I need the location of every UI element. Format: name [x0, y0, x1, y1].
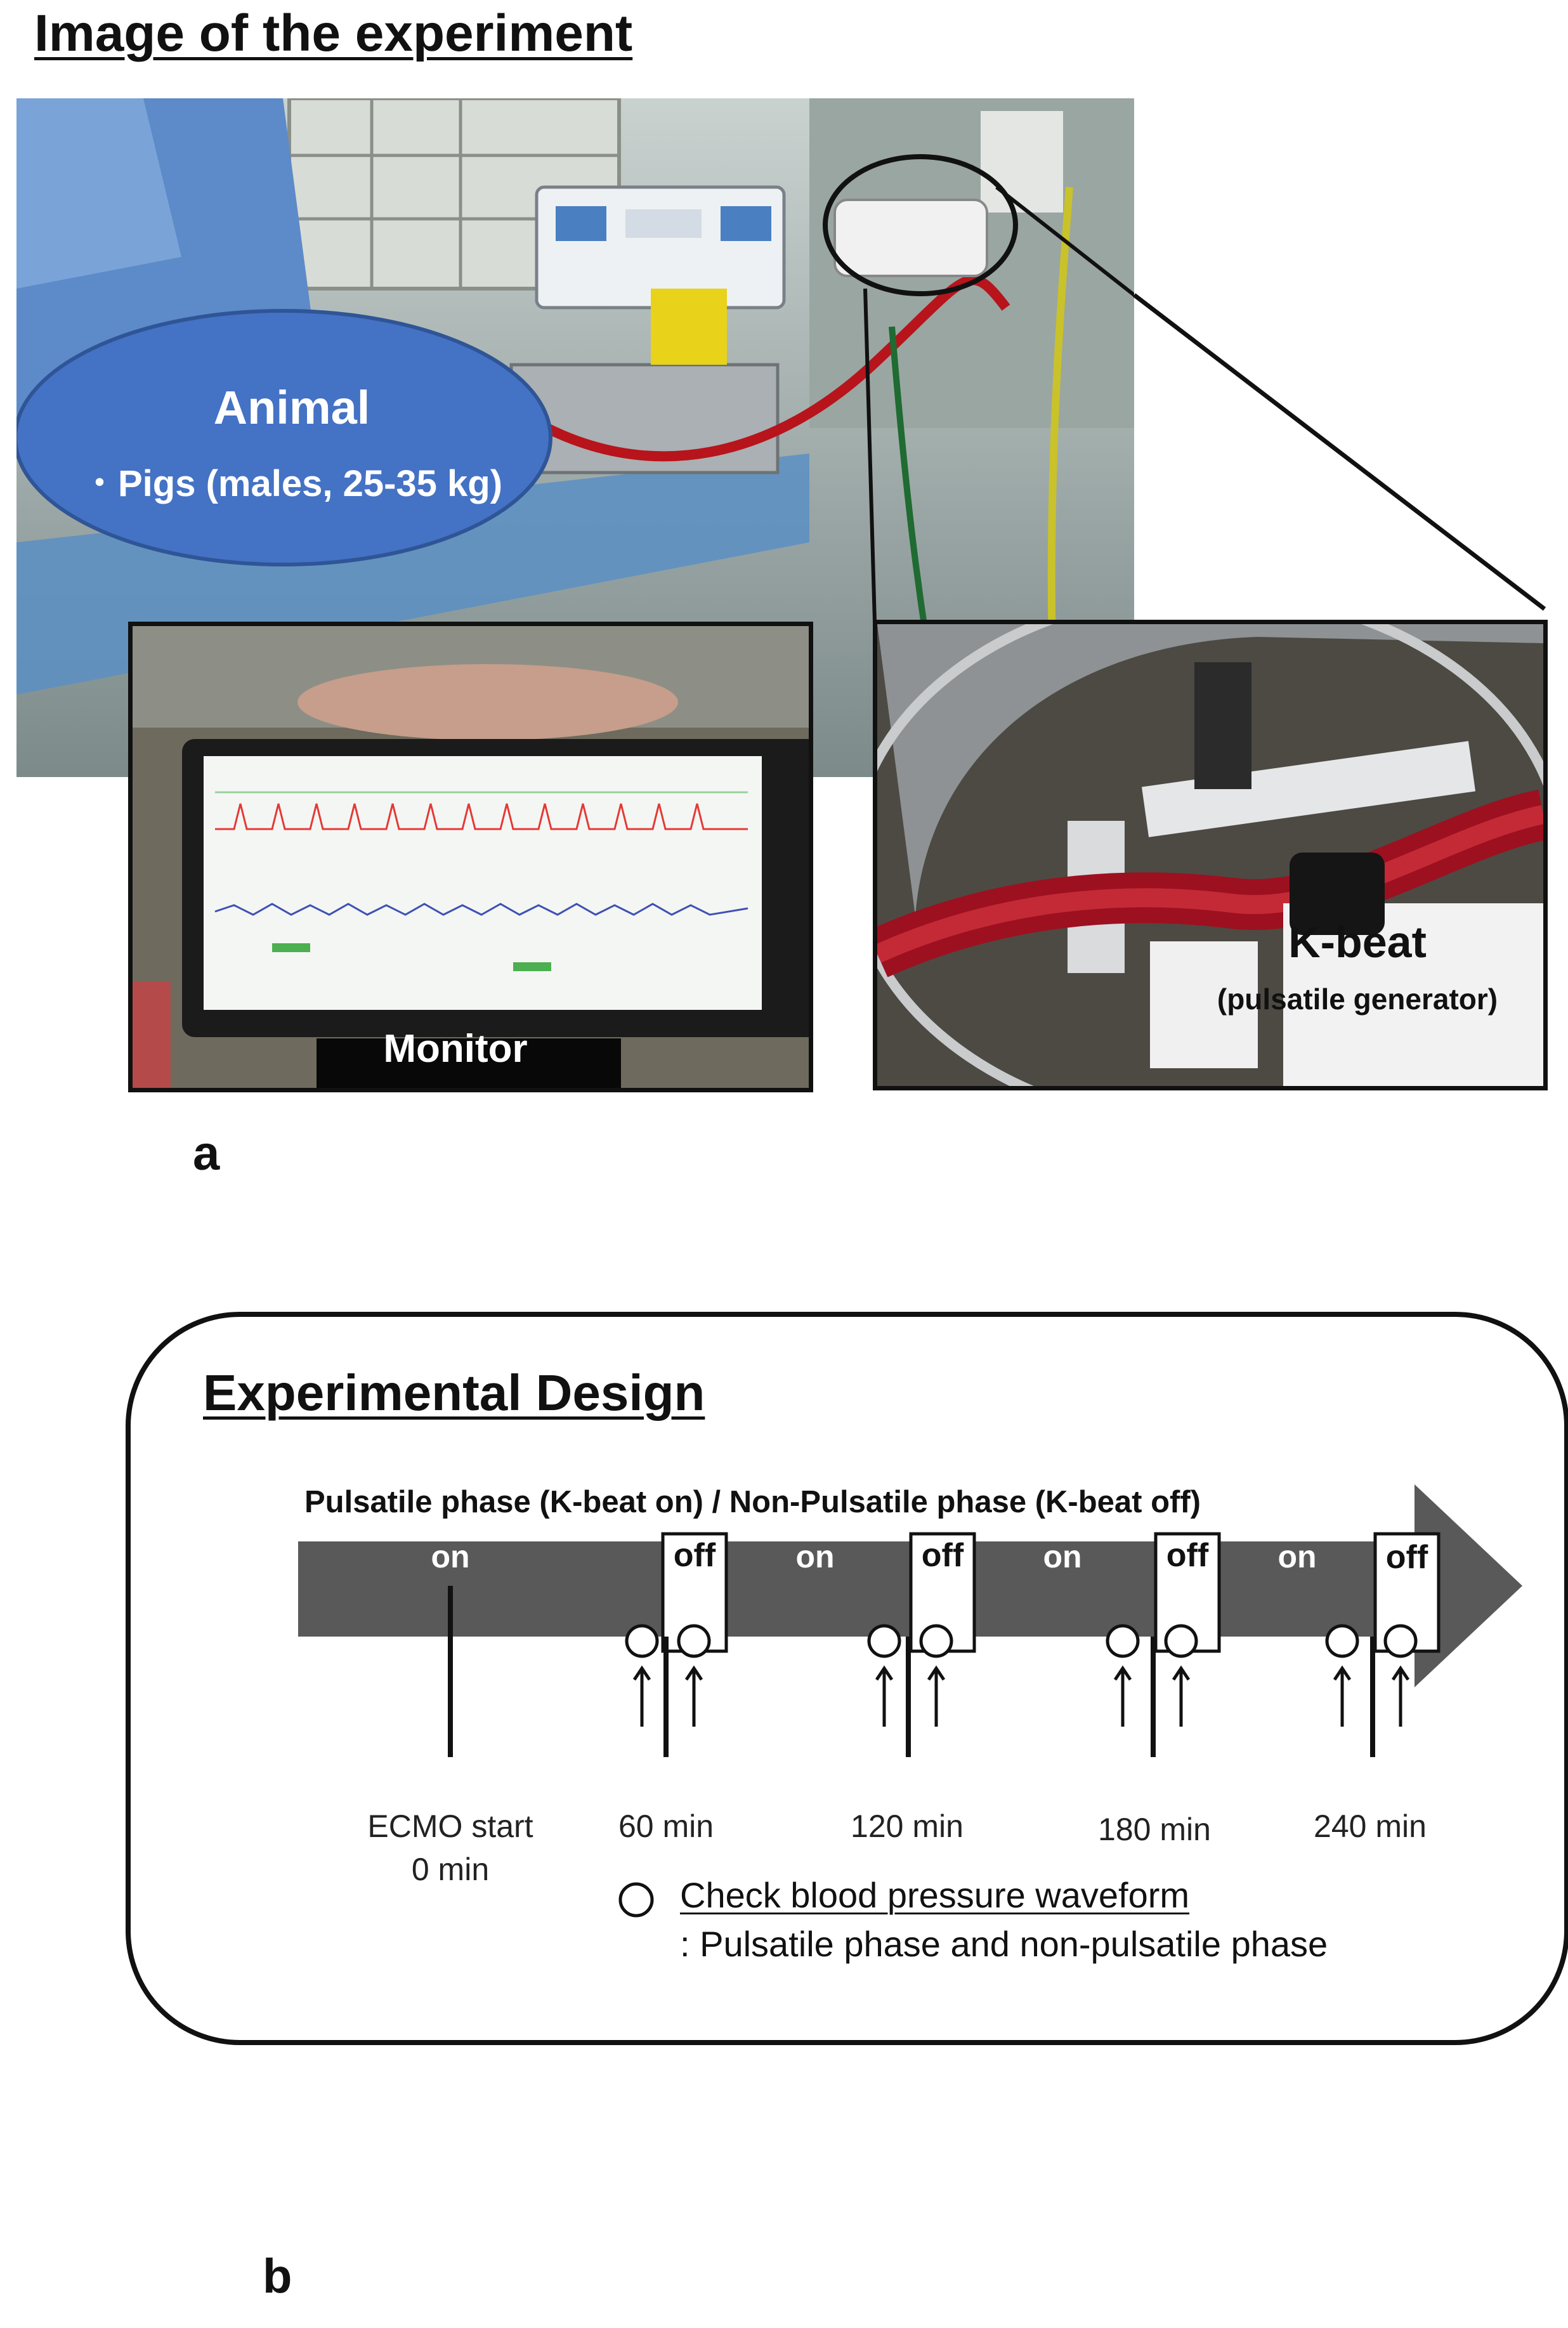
- zoom-line: [990, 190, 1560, 634]
- panel-a-title: Image of the experiment: [34, 4, 633, 62]
- timepoint-label-0-line2: 0 min: [411, 1852, 490, 1887]
- design-title: Experimental Design: [203, 1364, 705, 1421]
- phase-label-on: on: [431, 1539, 470, 1574]
- phase-label-off: off: [1385, 1539, 1428, 1576]
- animal-detail: ・Pigs (males, 25-35 kg): [81, 463, 503, 504]
- monitor-label: Monitor: [383, 1027, 528, 1071]
- kbeat-photo: [877, 624, 1543, 1086]
- kbeat-detail: (pulsatile generator): [1217, 983, 1498, 1016]
- phase-label-on: on: [1277, 1539, 1317, 1574]
- timepoint-label-180: 180 min: [1098, 1812, 1211, 1847]
- monitor-photo: [133, 626, 809, 1088]
- kbeat-label: K-beat: [1288, 917, 1427, 967]
- phase-label-on: on: [795, 1539, 835, 1574]
- panel-letter-a: a: [193, 1127, 220, 1180]
- phase-label-off: off: [673, 1537, 716, 1574]
- animal-label: Animal: [213, 381, 370, 434]
- check-circle-icon: [614, 1878, 658, 1922]
- phase-label-on: on: [1043, 1539, 1082, 1574]
- timepoint-label-240: 240 min: [1314, 1808, 1427, 1844]
- phase-label-off: off: [921, 1537, 964, 1574]
- arrow-header: Pulsatile phase (K-beat on) / Non-Pulsatile phase (K-beat off): [304, 1485, 1201, 1519]
- monitor-inset: [128, 622, 813, 1092]
- phase-label-off: off: [1166, 1537, 1209, 1574]
- timepoint-label-120: 120 min: [851, 1808, 964, 1844]
- legend-title: Check blood pressure waveform: [680, 1875, 1190, 1915]
- panel-letter-b: b: [263, 2249, 292, 2303]
- timepoint-label-0-line1: ECMO start: [367, 1808, 533, 1844]
- timeline-arrow: [292, 1478, 1535, 1757]
- legend-detail: : Pulsatile phase and non-pulsatile phase: [680, 1924, 1328, 1964]
- kbeat-inset: [873, 620, 1548, 1090]
- timepoint-label-60: 60 min: [618, 1808, 714, 1844]
